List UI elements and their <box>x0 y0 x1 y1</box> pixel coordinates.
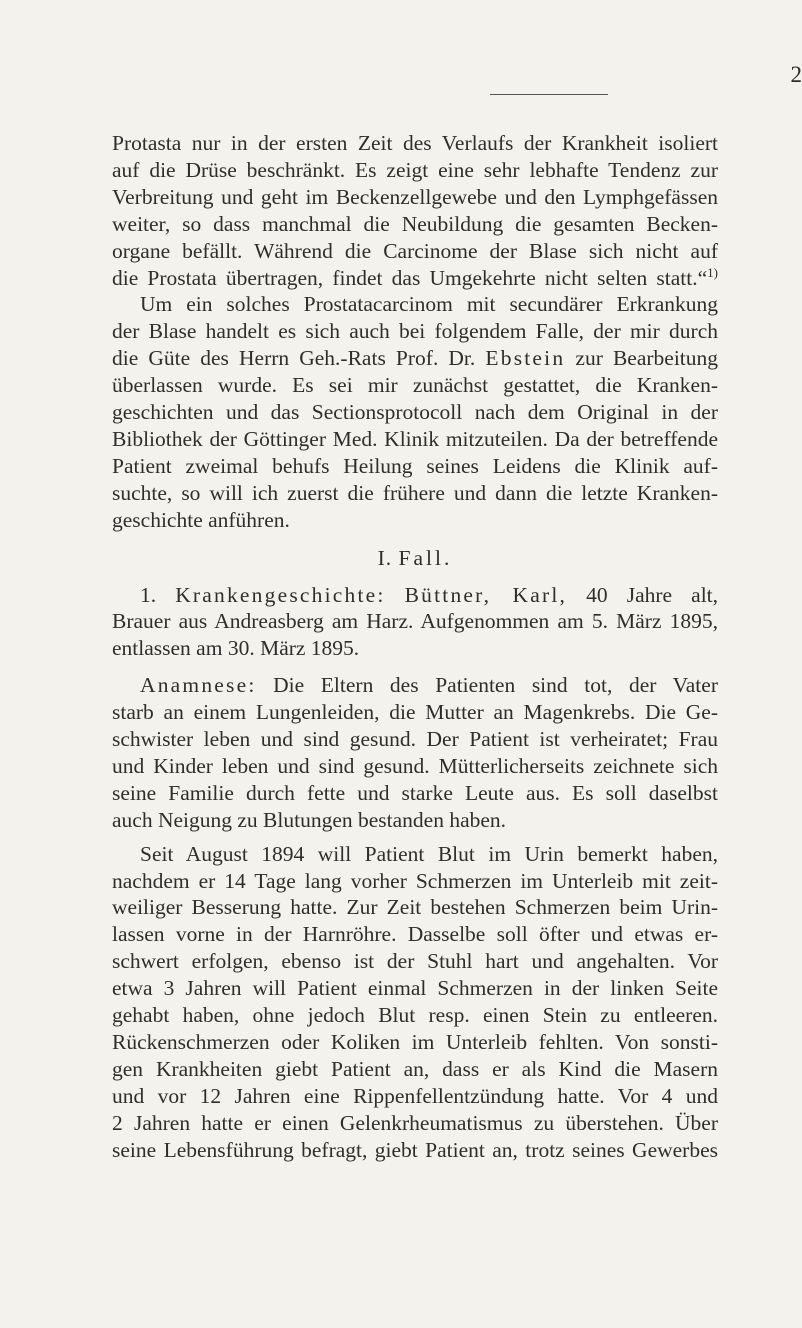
text-line: und Kinder leben und sind gesund. Mütterlicherseits zeichnete sich <box>112 753 718 778</box>
text-line: Verbreitung und geht im Beckenzellgewebe und den Lymphgefässen <box>112 184 718 209</box>
page-number: 2 <box>790 62 802 87</box>
text-line: geschichten und das Sectionsprotocoll nach dem Original in der <box>112 400 718 425</box>
text-line: Rückenschmerzen oder Koliken im Unterleib fehlten. Von sonsti- <box>112 1030 718 1054</box>
case-heading <box>112 545 718 572</box>
text-line: überlassen wurde. Es sei mir zunächst gestattet, die Kranken- <box>112 373 718 398</box>
text-line: nachdem er 14 Tage lang vorher Schmerzen im Unterleib mit zeit- <box>112 868 718 893</box>
person-name: Ebstein <box>485 346 566 371</box>
anamnese-paragraph <box>112 672 718 833</box>
text-line: auch Neigung zu Blutungen bestanden haben. <box>112 807 507 832</box>
text-line: Protasta nur in der ersten Zeit des Verlaufs der Krankheit isoliert <box>112 131 718 155</box>
symptoms-paragraph <box>112 841 718 1164</box>
text-line: Um ein solches Prostatacarcinom mit secundärer Erkrankung <box>140 292 718 317</box>
text-line: starb an einem Lungenleiden, die Mutter an Magenkrebs. Die Ge- <box>112 700 718 725</box>
footnote-mark: 1) <box>707 264 718 280</box>
text-span: zur Bearbeitung <box>575 346 719 371</box>
text-line: seine Familie durch fette und starke Leute aus. Es soll daselbst <box>112 780 718 805</box>
text-line: weiliger Besserung hatte. Zur Zeit bestehen Schmerzen beim Urin- <box>112 895 718 920</box>
text-span: 1. <box>140 582 157 607</box>
body-text <box>112 130 718 1164</box>
case-label: Fall. <box>398 545 453 570</box>
text-span: die Prostata übertragen, findet das Umgekehrte nicht selten statt.“ <box>112 265 708 290</box>
text-line: auf die Drüse beschränkt. Es zeigt eine sehr lebhafte Tendenz zur <box>112 157 718 182</box>
text-line <box>112 345 718 372</box>
text-line: schwister leben und sind gesund. Der Patient ist verheiratet; Frau <box>112 727 718 752</box>
text-line <box>112 672 718 699</box>
intro-paragraph <box>112 130 718 291</box>
history-paragraph <box>112 582 718 663</box>
text-span: 40 Jahre alt, <box>586 582 719 607</box>
text-line: Seit August 1894 will Patient Blut im Urin bemerkt haben, <box>140 841 718 866</box>
section-label: Krankengeschichte: <box>175 582 386 607</box>
text-span: die Güte des Herrn Geh.-Rats Prof. Dr. <box>112 346 476 371</box>
text-line: weiter, so dass manchmal die Neubildung die gesamten Becken- <box>112 211 718 236</box>
text-line: und vor 12 Jahren eine Rippenfellentzündung hatte. Vor 4 und <box>112 1083 718 1108</box>
text-line: der Blase handelt es sich auch bei folgendem Falle, der mir durch <box>112 319 718 344</box>
text-line: Bibliothek der Göttinger Med. Klinik mitzuteilen. Da der betreffende <box>112 426 718 451</box>
text-line: gen Krankheiten giebt Patient an, dass er als Kind die Masern <box>112 1056 718 1081</box>
text-line <box>112 582 718 609</box>
text-line: etwa 3 Jahren will Patient einmal Schmerzen in der linken Seite <box>112 976 718 1001</box>
text-line: entlassen am 30. März 1895. <box>112 636 360 661</box>
case-number: I. <box>377 545 393 570</box>
text-span: Die Eltern des Patienten sind tot, der Vater <box>273 673 718 698</box>
text-line: Patient zweimal behufs Heilung seines Leidens die Klinik auf- <box>112 453 718 478</box>
text-line: geschichte anführen. <box>112 507 290 532</box>
patient-name: Büttner, Karl, <box>404 582 568 607</box>
text-line: gehabt haben, ohne jedoch Blut resp. einen Stein zu entleeren. <box>112 1003 718 1028</box>
text-line <box>112 265 718 292</box>
header-rule <box>490 94 608 95</box>
text-line: suchte, so will ich zuerst die frühere und dann die letzte Kranken- <box>112 480 718 505</box>
section-label: Anamnese: <box>140 673 257 698</box>
text-line: seine Lebensführung befragt, giebt Patient an, trotz seines Gewerbes <box>112 1137 718 1162</box>
text-line: organe befällt. Während die Carcinome der Blase sich nicht auf <box>112 238 718 263</box>
text-line: lassen vorne in der Harnröhre. Dasselbe soll öfter und etwas er- <box>112 922 718 947</box>
paragraph-ebstein <box>112 291 718 533</box>
text-line: Brauer aus Andreasberg am Harz. Aufgenommen am 5. März 1895, <box>112 609 718 634</box>
text-line: schwert erfolgen, ebenso ist der Stuhl hart und angehalten. Vor <box>112 949 718 974</box>
text-line: 2 Jahren hatte er einen Gelenkrheumatismus zu überstehen. Über <box>112 1110 718 1135</box>
